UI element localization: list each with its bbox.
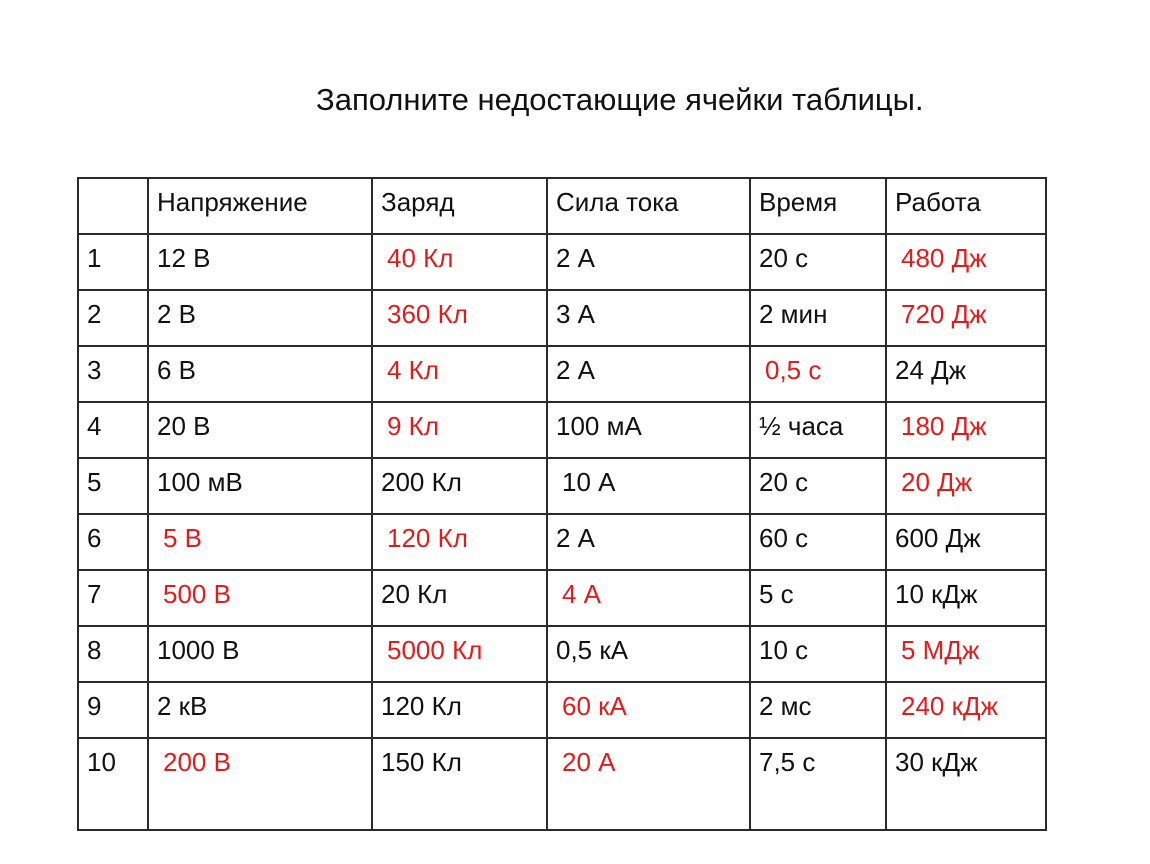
voltage-cell: 2 кВ [148, 682, 372, 738]
table-row [78, 346, 1046, 402]
work-cell: 30 кДж [886, 738, 1046, 830]
time-cell: 10 с [750, 626, 886, 682]
current-cell: 100 мА [547, 402, 750, 458]
table-row [78, 682, 1046, 738]
header-cell-number [78, 178, 148, 234]
time-cell: 5 с [750, 570, 886, 626]
table-row [78, 234, 1046, 290]
row-number-cell: 4 [78, 402, 148, 458]
voltage-cell: 2 В [148, 290, 372, 346]
table-row [78, 290, 1046, 346]
row-number-cell: 2 [78, 290, 148, 346]
row-number-cell: 3 [78, 346, 148, 402]
current-cell: 2 А [547, 346, 750, 402]
voltage-cell: 100 мВ [148, 458, 372, 514]
work-cell-answer: 180 Дж [886, 402, 1046, 458]
table-row [78, 738, 1046, 830]
current-cell: 3 А [547, 290, 750, 346]
table-row [78, 626, 1046, 682]
work-cell-answer: 20 Дж [886, 458, 1046, 514]
row-number-cell: 1 [78, 234, 148, 290]
table-row [78, 402, 1046, 458]
current-cell: 0,5 кА [547, 626, 750, 682]
voltage-cell-answer: 200 В [148, 738, 372, 830]
voltage-cell: 6 В [148, 346, 372, 402]
charge-cell: 150 Кл [372, 738, 547, 830]
charge-cell: 200 Кл [372, 458, 547, 514]
voltage-cell: 1000 В [148, 626, 372, 682]
time-cell-answer: 0,5 с [750, 346, 886, 402]
data-table [77, 177, 1047, 831]
header-cell-current: Сила тока [547, 178, 750, 234]
time-cell: 2 мс [750, 682, 886, 738]
charge-cell-answer: 40 Кл [372, 234, 547, 290]
header-cell-voltage: Напряжение [148, 178, 372, 234]
work-cell: 24 Дж [886, 346, 1046, 402]
row-number-cell: 10 [78, 738, 148, 830]
current-cell-answer: 4 А [547, 570, 750, 626]
charge-cell-answer: 360 Кл [372, 290, 547, 346]
header-cell-time: Время [750, 178, 886, 234]
table-header-row [78, 178, 1046, 234]
charge-cell: 20 Кл [372, 570, 547, 626]
voltage-cell-answer: 5 В [148, 514, 372, 570]
work-cell-answer: 240 кДж [886, 682, 1046, 738]
row-number-cell: 9 [78, 682, 148, 738]
row-number-cell: 6 [78, 514, 148, 570]
row-number-cell: 5 [78, 458, 148, 514]
time-cell: 20 с [750, 458, 886, 514]
voltage-cell-answer: 500 В [148, 570, 372, 626]
table-row [78, 458, 1046, 514]
work-cell-answer: 5 МДж [886, 626, 1046, 682]
table-row [78, 514, 1046, 570]
charge-cell-answer: 120 Кл [372, 514, 547, 570]
time-cell: 2 мин [750, 290, 886, 346]
voltage-cell: 12 В [148, 234, 372, 290]
voltage-cell: 20 В [148, 402, 372, 458]
charge-cell-answer: 9 Кл [372, 402, 547, 458]
table-row [78, 570, 1046, 626]
page-title: Заполните недостающие ячейки таблицы. [316, 82, 924, 117]
time-cell: 20 с [750, 234, 886, 290]
current-cell: 2 А [547, 234, 750, 290]
header-cell-charge: Заряд [372, 178, 547, 234]
work-cell: 10 кДж [886, 570, 1046, 626]
charge-cell-answer: 4 Кл [372, 346, 547, 402]
current-cell-answer: 60 кА [547, 682, 750, 738]
row-number-cell: 7 [78, 570, 148, 626]
current-cell: 2 А [547, 514, 750, 570]
time-cell: ½ часа [750, 402, 886, 458]
current-cell: 10 А [547, 458, 750, 514]
time-cell: 60 с [750, 514, 886, 570]
work-cell-answer: 720 Дж [886, 290, 1046, 346]
current-cell-answer: 20 А [547, 738, 750, 830]
charge-cell: 120 Кл [372, 682, 547, 738]
time-cell: 7,5 с [750, 738, 886, 830]
row-number-cell: 8 [78, 626, 148, 682]
work-cell: 600 Дж [886, 514, 1046, 570]
work-cell-answer: 480 Дж [886, 234, 1046, 290]
charge-cell-answer: 5000 Кл [372, 626, 547, 682]
header-cell-work: Работа [886, 178, 1046, 234]
